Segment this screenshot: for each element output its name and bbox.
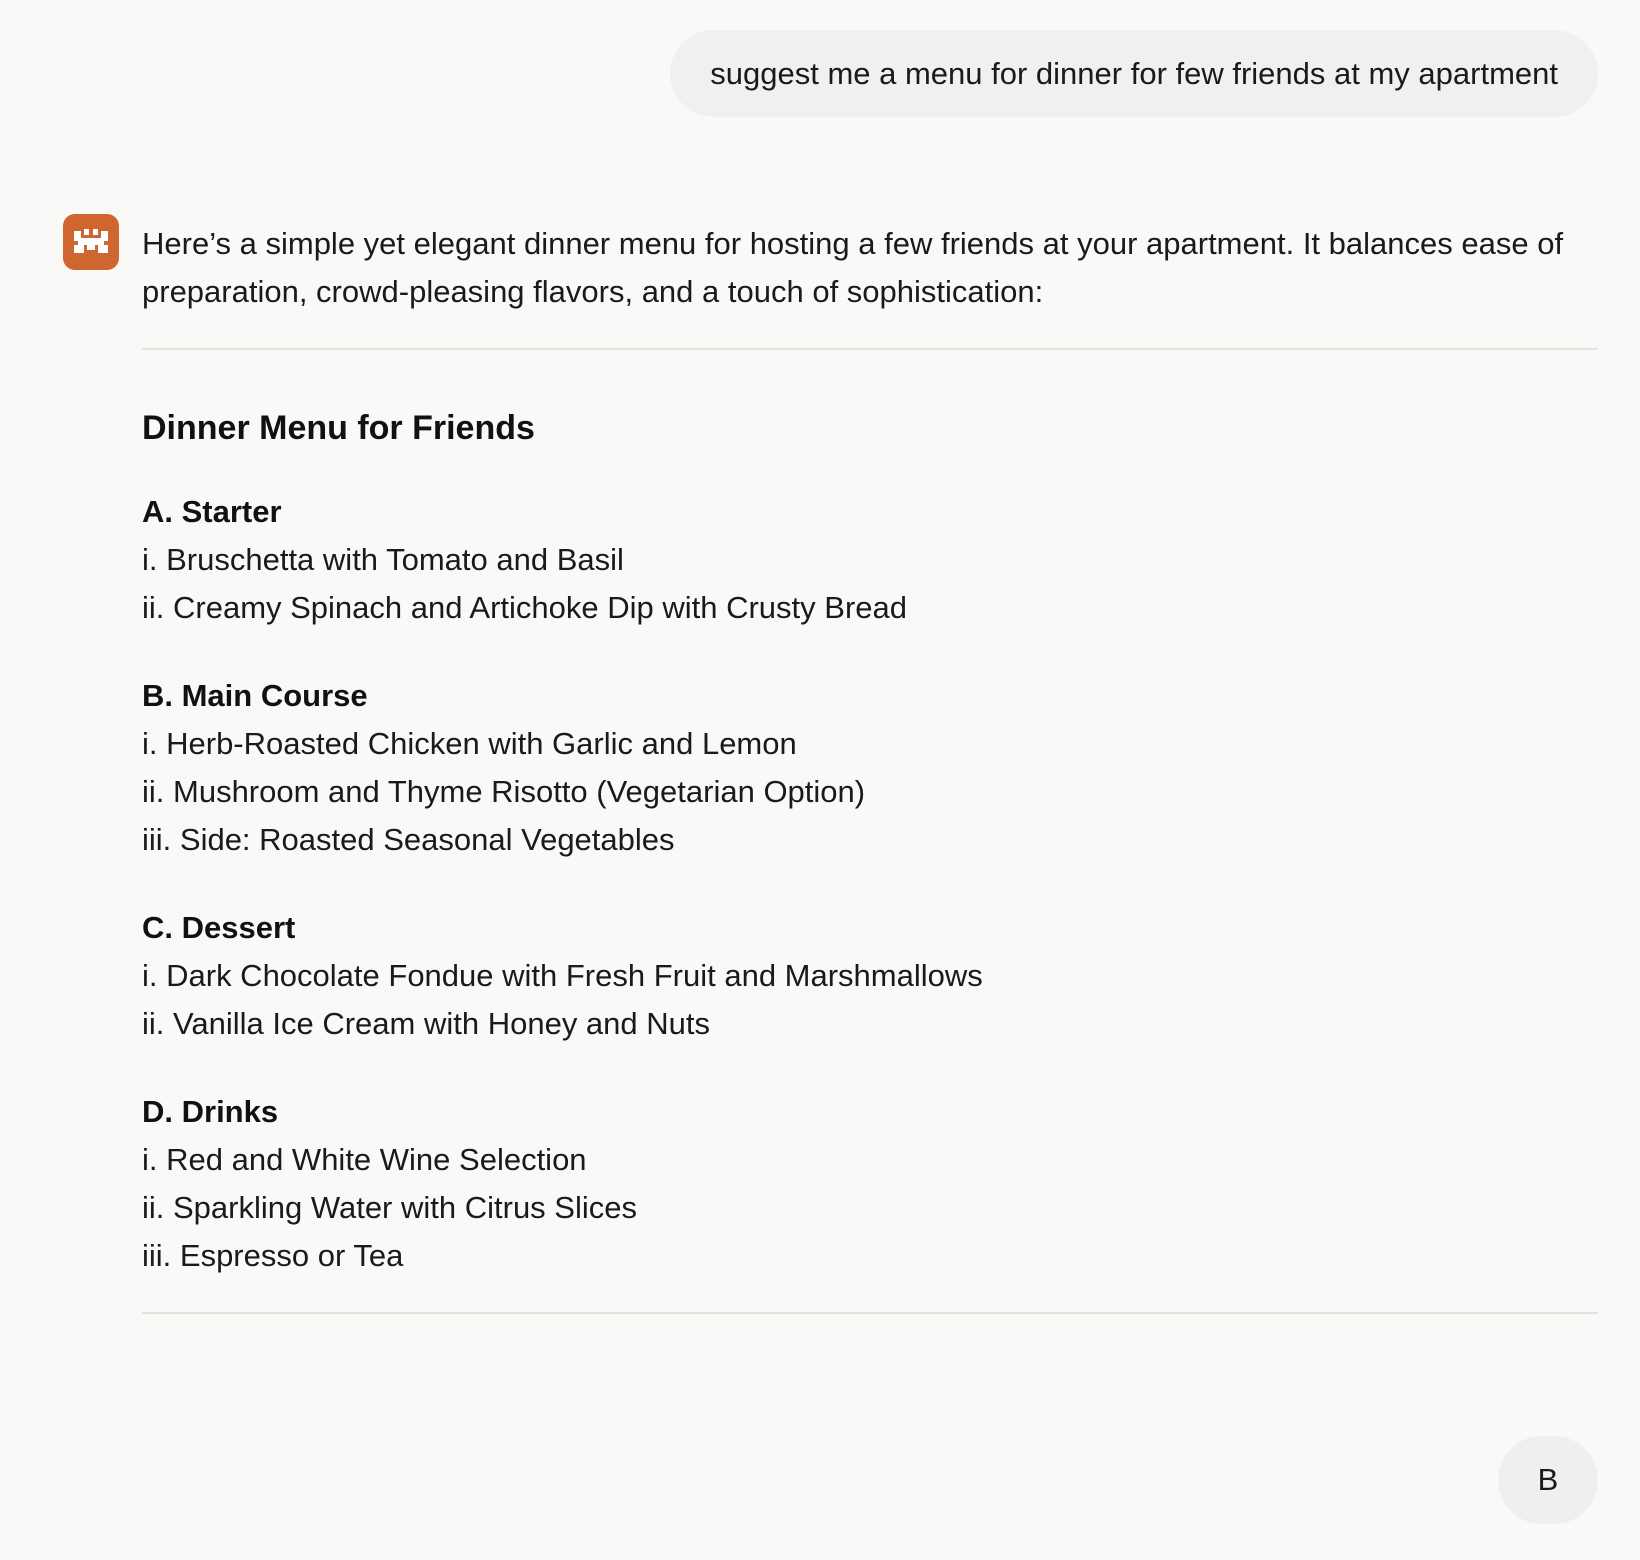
menu-item: iii. Espresso or Tea: [142, 1238, 404, 1273]
menu-section-dessert: [142, 904, 1598, 1048]
menu-title: Dinner Menu for Friends: [142, 409, 535, 447]
menu-item: iii. Side: Roasted Seasonal Vegetables: [142, 822, 675, 857]
divider-top: [142, 348, 1598, 350]
user-message-text: suggest me a menu for dinner for few friends at my apartment: [710, 55, 1558, 91]
menu-item: ii. Creamy Spinach and Artichoke Dip with Crusty Bread: [142, 590, 907, 625]
assistant-logo-glyph: [74, 229, 108, 255]
divider-bottom: [142, 1312, 1598, 1314]
profile-avatar-button[interactable]: [1498, 1436, 1598, 1524]
user-message-bubble: [670, 30, 1598, 117]
menu-item: i. Red and White Wine Selection: [142, 1142, 587, 1177]
menu-item: ii. Mushroom and Thyme Risotto (Vegetarian Option): [142, 774, 866, 809]
assistant-response: [142, 220, 1598, 1314]
assistant-intro-text: Here’s a simple yet elegant dinner menu for hosting a few friends at your apartment. It balances ease of preparation, crowd-pleasing flavors, and a touch of sophistication:: [142, 226, 1564, 309]
menu-item: ii. Sparkling Water with Citrus Slices: [142, 1190, 637, 1225]
profile-initial: B: [1537, 1462, 1559, 1497]
menu-item: i. Bruschetta with Tomato and Basil: [142, 542, 624, 577]
section-heading: D. Drinks: [142, 1094, 279, 1129]
assistant-logo-icon: [63, 214, 119, 270]
section-heading: A. Starter: [142, 494, 282, 529]
menu-section-drinks: [142, 1088, 1598, 1280]
section-heading: B. Main Course: [142, 678, 368, 713]
menu-section-main-course: [142, 672, 1598, 864]
menu-item: i. Dark Chocolate Fondue with Fresh Fruit and Marshmallows: [142, 958, 983, 993]
menu-section-starter: [142, 488, 1598, 632]
section-heading: C. Dessert: [142, 910, 296, 945]
menu-item: i. Herb-Roasted Chicken with Garlic and Lemon: [142, 726, 797, 761]
menu-item: ii. Vanilla Ice Cream with Honey and Nuts: [142, 1006, 711, 1041]
